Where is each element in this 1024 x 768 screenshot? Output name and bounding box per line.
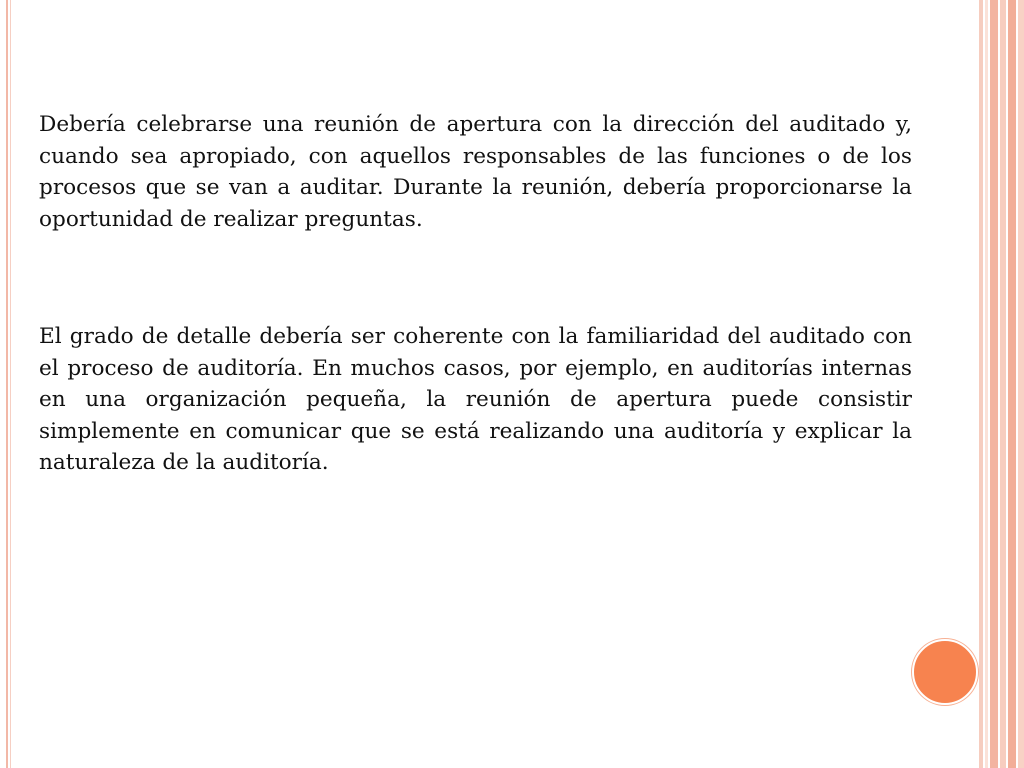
paragraph-level-of-detail: El grado de detalle debería ser coherente con la familiaridad del auditado con el proceso de auditoría. En muchos casos, por ejemplo, en auditorías internas en una organización pequeña, la reunión de apertura puede consistir simplemente en comunicar que se está realizando una auditoría y explicar la naturaleza de la auditoría. <box>39 324 912 475</box>
orange-circle-decoration <box>912 639 978 705</box>
right-decorative-stripe <box>1008 0 1016 768</box>
right-decorative-stripe <box>1000 0 1006 768</box>
right-decorative-stripe <box>985 0 988 768</box>
left-border-line-inner <box>10 0 11 768</box>
slide-body <box>39 109 912 479</box>
right-decorative-stripe <box>1018 0 1024 768</box>
right-decorative-stripe <box>990 0 998 768</box>
paragraph-opening-meeting: Debería celebrarse una reunión de apertura con la dirección del auditado y, cuando sea apropiado, con aquellos responsables de las funciones o de los procesos que se van a auditar. Durante la reunión, debería proporcionarse la oportunidad de realizar preguntas. <box>39 112 912 232</box>
left-border-line <box>6 0 8 768</box>
right-decorative-stripe <box>979 0 983 768</box>
